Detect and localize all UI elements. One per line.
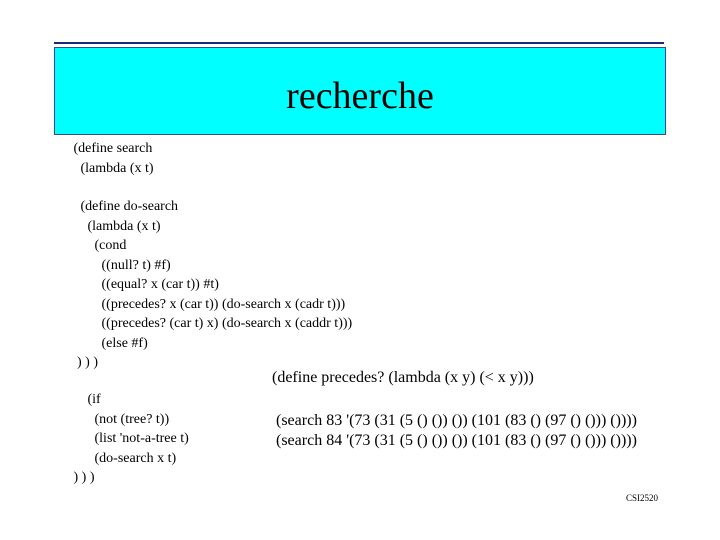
precedes-definition: (define precedes? (lambda (x y) (< x y))) xyxy=(272,369,534,386)
code-define-do-search: (define do-search (lambda (x t) (cond ((null? t) #f) ((equal? x (car t)) #t) ((precedes? x (car t)) (do-search x (cadr t))) ((precedes? (car t) x) (do-search x (caddr t))) (else #f) ) ) ) xyxy=(77,199,353,370)
slide-title: recherche xyxy=(286,75,434,117)
code-define-search: (define search (lambda (x t) xyxy=(73,141,154,176)
code-if-body: (if (not (tree? t)) (list 'not-a-tree t) (do-search x t) ) ) ) xyxy=(73,392,189,485)
top-rule xyxy=(54,42,664,44)
title-banner xyxy=(54,47,666,135)
search-call-2: (search 84 '(73 (31 (5 () ()) ()) (101 (83 () (97 () ())) ()))) xyxy=(276,432,637,449)
search-call-1: (search 83 '(73 (31 (5 () ()) ()) (101 (83 () (97 () ())) ()))) xyxy=(276,412,637,429)
footer-course-code: CSI2520 xyxy=(626,493,659,503)
